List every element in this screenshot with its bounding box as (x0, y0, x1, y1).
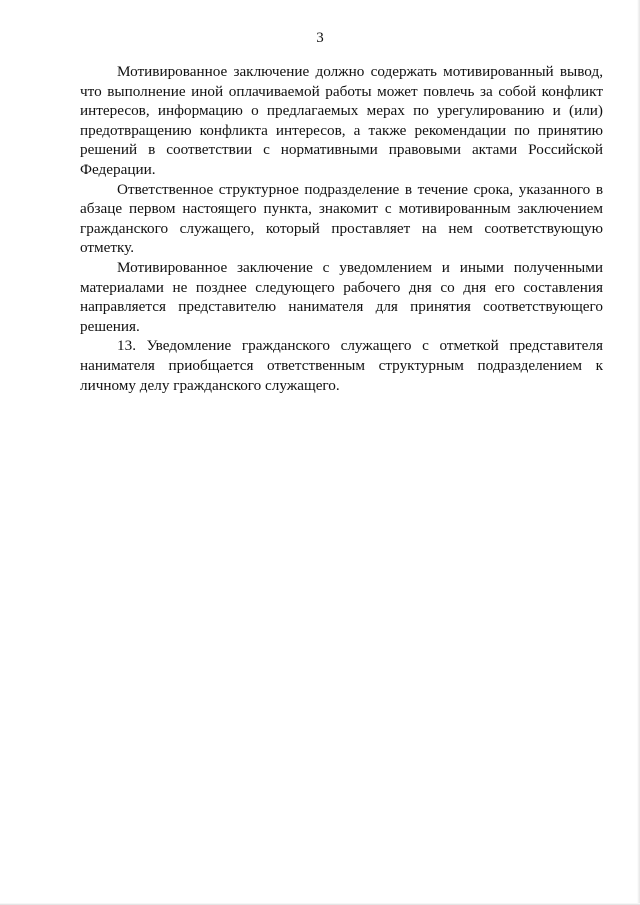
paragraph-motivated-conclusion-content: Мотивированное заключение должно содержать мотивированный вывод, что выполнение иной оплачиваемой работы может повлечь за собой конфликт интересов, информацию о предлагаемых мерах по урегулированию и (или) предотвращению конфликта интересов, а также рекомендации по принятию решений в соответствии с нормативными правовыми актами Российской Федерации. (80, 63, 603, 178)
paragraph-familiarization: Ответственное структурное подразделение в течение срока, указанного в абзаце первом настоящего пункта, знакомит с мотивированным заключением гражданского служащего, который проставляет на нем соответствующую отметку. (80, 180, 603, 257)
paragraph-submission-to-employer: Мотивированное заключение с уведомлением и иными полученными материалами не позднее следующего рабочего дня со дня его составления направляется представителю нанимателя для принятия соответствующего решения. (80, 258, 603, 335)
page-number: 3 (316, 30, 324, 46)
paragraph-item-13: 13. Уведомление гражданского служащего с отметкой представителя нанимателя приобщается ответственным структурным подразделением к личному делу гражданского служащего. (80, 337, 603, 394)
document-body (80, 62, 603, 395)
